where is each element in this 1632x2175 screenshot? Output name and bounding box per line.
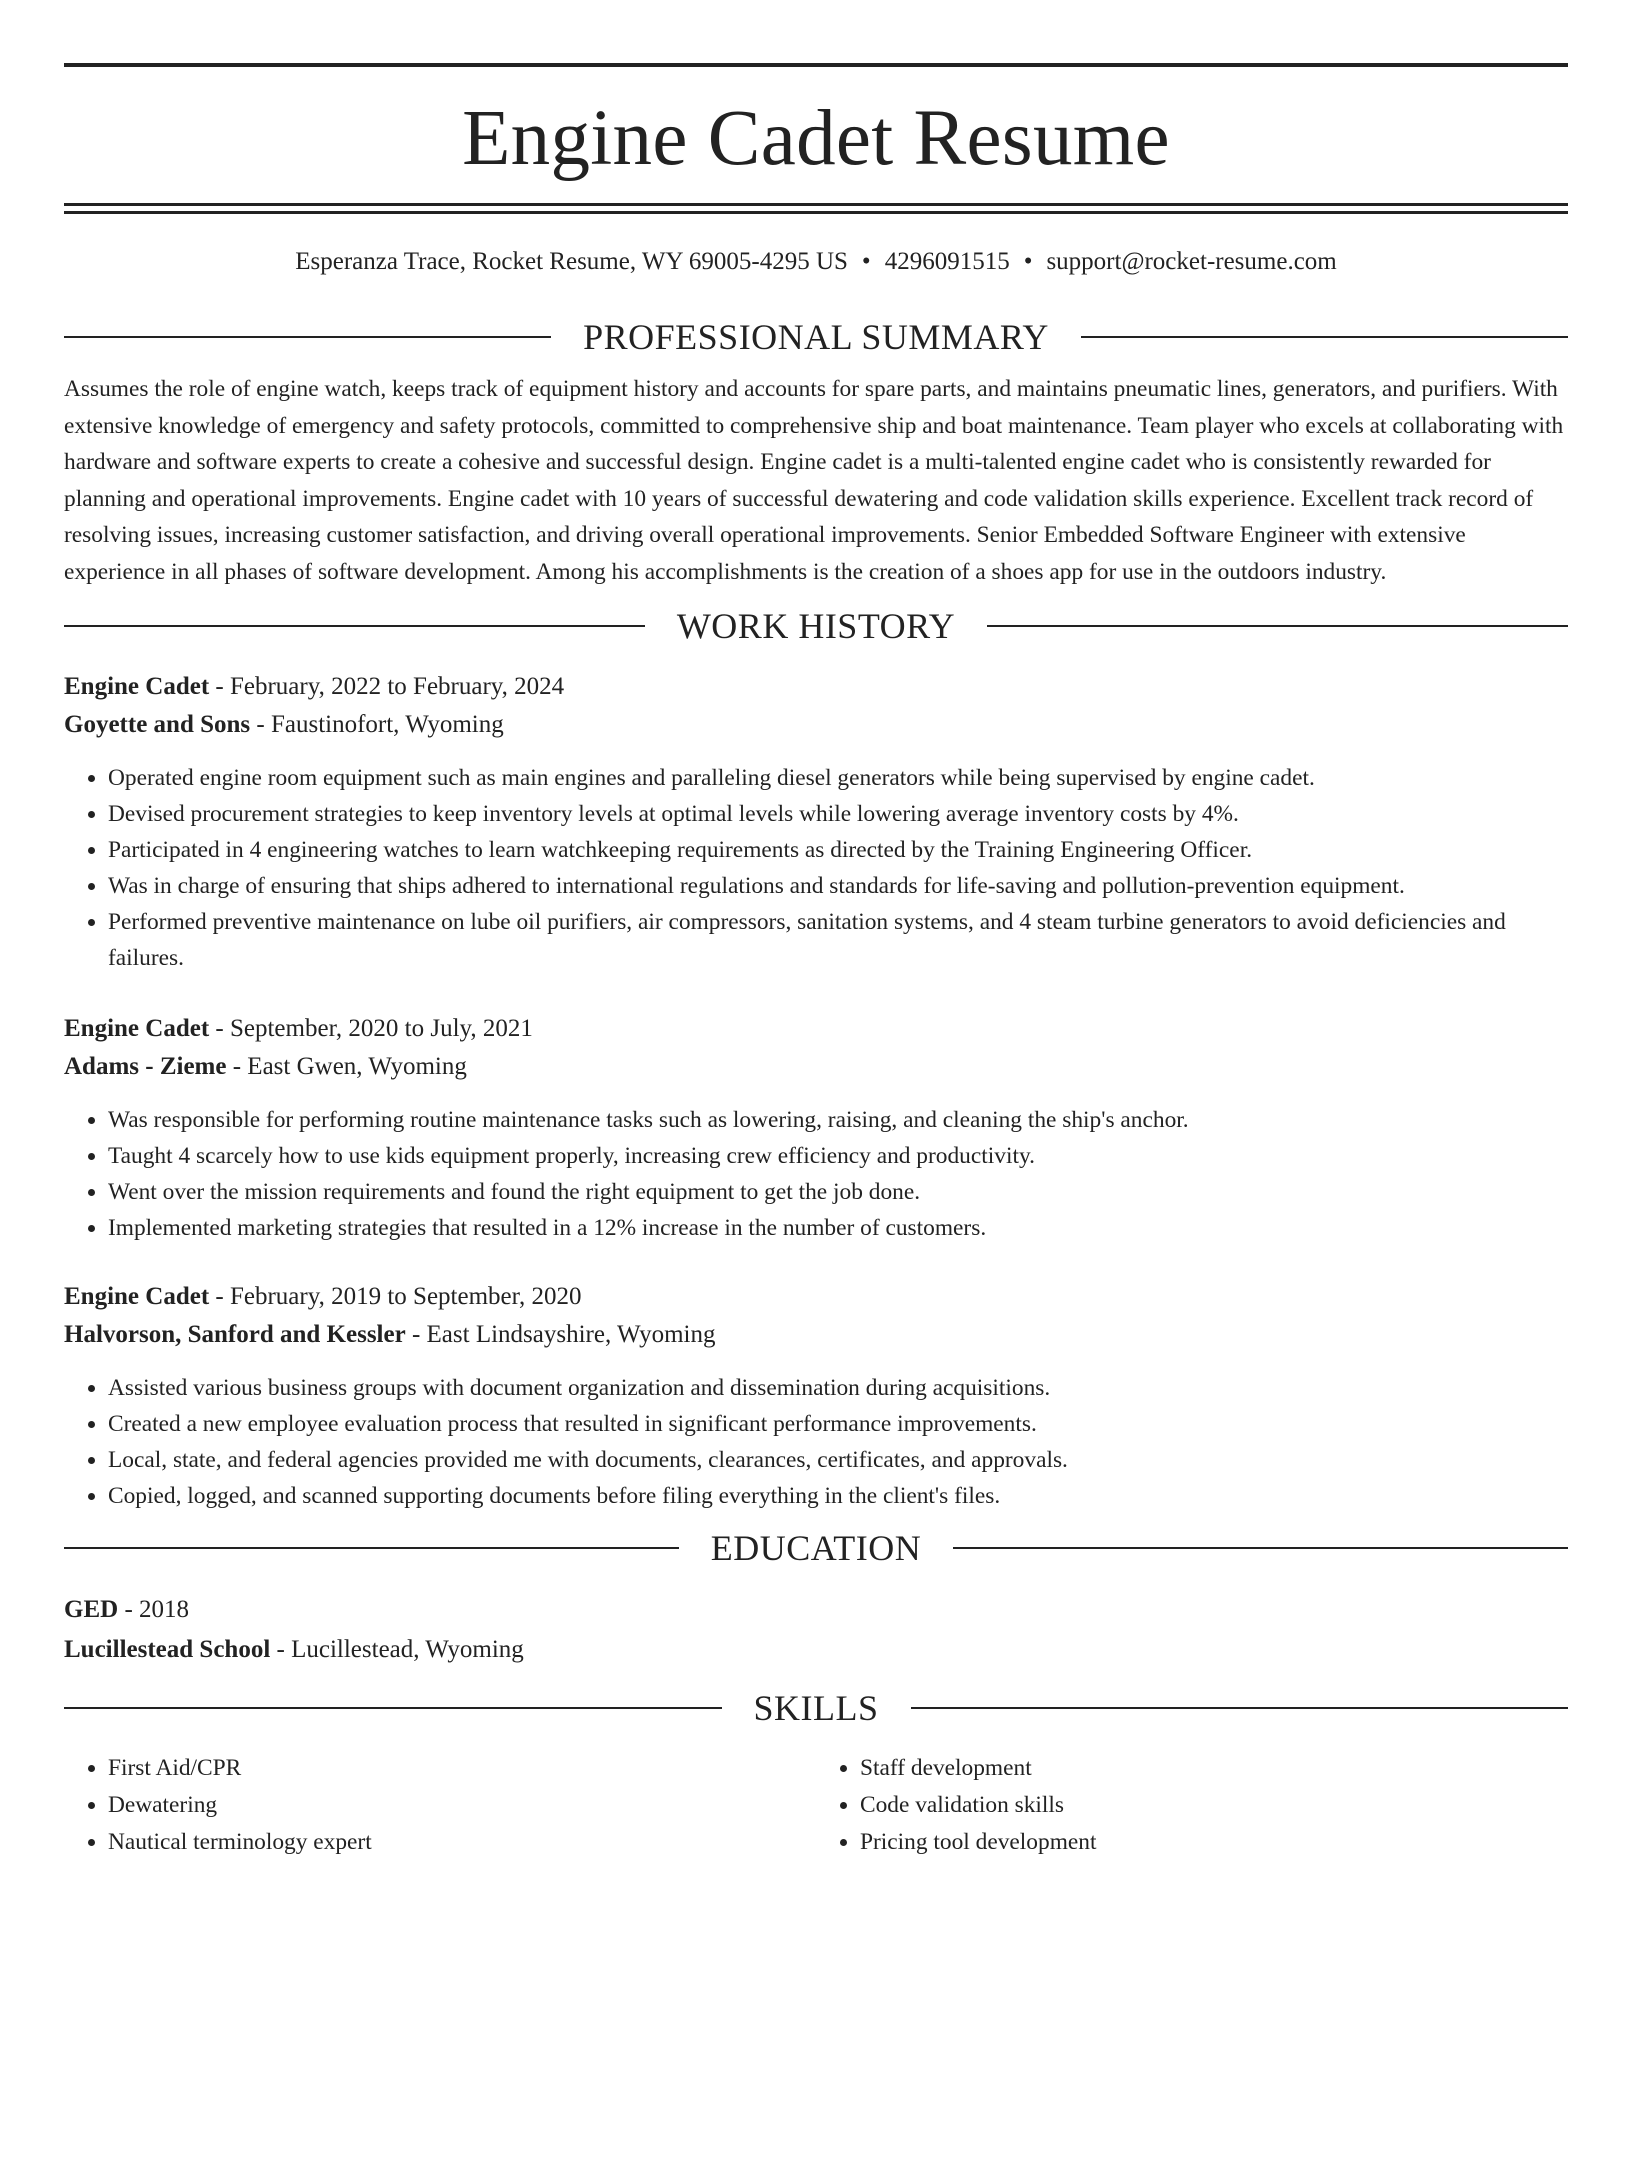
job-bullets [64, 1370, 1568, 1514]
heading-rule [64, 625, 645, 627]
list-item: • Performed preventive maintenance on lube oil purifiers, air compressors, sanitation systems, and 4 steam turbine generators to avoid deficiencies and failures. [108, 904, 1568, 976]
job-location: - East Gwen, Wyoming [226, 1053, 467, 1080]
list-item: • Assisted various business groups with document organization and dissemination during acquisitions. [108, 1370, 1568, 1406]
heading-rule [911, 1707, 1569, 1709]
section-heading-summary [64, 317, 1568, 357]
contact-separator: • [1023, 248, 1033, 275]
job-company: Halvorson, Sanford and Kessler [64, 1321, 406, 1348]
job-title-line [64, 668, 1568, 706]
skills-grid [64, 1750, 1568, 1861]
title-double-rule [64, 203, 1568, 214]
job-title-line [64, 1278, 1568, 1316]
contact-address: Esperanza Trace, Rocket Resume, WY 69005-4295 US [295, 248, 848, 275]
job-company-line [64, 706, 1568, 744]
job-location: - Faustinofort, Wyoming [250, 711, 504, 738]
heading-rule [987, 625, 1568, 627]
list-item: • Was responsible for performing routine maintenance tasks such as lowering, raising, and cleaning the ship's anchor. [108, 1102, 1568, 1138]
section-title: WORK HISTORY [676, 606, 956, 646]
section-heading-work [64, 606, 1568, 646]
job-company: Goyette and Sons [64, 711, 251, 738]
education-degree-line [64, 1590, 1568, 1630]
education-school: Lucillestead School [64, 1636, 271, 1663]
skill-item: • Pricing tool development [860, 1824, 1568, 1861]
education-location: - Lucillestead, Wyoming [270, 1636, 524, 1663]
list-item: • Participated in 4 engineering watches to learn watchkeeping requirements as directed by the Training Engineering Officer. [108, 832, 1568, 868]
job-entry [64, 668, 1568, 976]
skill-item: • Code validation skills [860, 1787, 1568, 1824]
job-company-line [64, 1316, 1568, 1354]
job-bullets [64, 760, 1568, 976]
job-dates: - February, 2019 to September, 2020 [209, 1283, 582, 1310]
list-item: • Devised procurement strategies to keep inventory levels at optimal levels while lowering average inventory costs by 4%. [108, 796, 1568, 832]
section-title: PROFESSIONAL SUMMARY [583, 317, 1049, 357]
skills-column-right [816, 1750, 1568, 1861]
list-item: • Was in charge of ensuring that ships adhered to international regulations and standards for life-saving and pollution-prevention equipment. [108, 868, 1568, 904]
resume-page [0, 63, 1632, 2175]
heading-rule [1081, 336, 1568, 338]
list-item: • Taught 4 scarcely how to use kids equipment properly, increasing crew efficiency and productivity. [108, 1138, 1568, 1174]
job-title-line [64, 1010, 1568, 1048]
job-title: Engine Cadet [64, 673, 210, 700]
job-title: Engine Cadet [64, 1283, 210, 1310]
list-item: • Operated engine room equipment such as main engines and paralleling diesel generators while being supervised by engine cadet. [108, 760, 1568, 796]
skill-item: • First Aid/CPR [108, 1750, 816, 1787]
list-item: • Copied, logged, and scanned supporting documents before filing everything in the client's files. [108, 1478, 1568, 1514]
job-company: Adams - Zieme [64, 1053, 227, 1080]
job-dates: - February, 2022 to February, 2024 [209, 673, 565, 700]
section-title: SKILLS [753, 1688, 879, 1728]
list-item: • Local, state, and federal agencies provided me with documents, clearances, certificates, and approvals. [108, 1442, 1568, 1478]
contact-email: support@rocket-resume.com [1046, 248, 1337, 275]
heading-rule [64, 1547, 679, 1549]
job-entry [64, 1010, 1568, 1246]
job-location: - East Lindsayshire, Wyoming [405, 1321, 716, 1348]
job-title: Engine Cadet [64, 1015, 210, 1042]
section-heading-education [64, 1528, 1568, 1568]
job-dates: - September, 2020 to July, 2021 [209, 1015, 533, 1042]
skill-item: • Dewatering [108, 1787, 816, 1824]
section-title: EDUCATION [710, 1528, 922, 1568]
page-title: Engine Cadet Resume [462, 95, 1170, 182]
job-company-line [64, 1048, 1568, 1086]
education-year: - 2018 [118, 1596, 190, 1623]
job-entry [64, 1278, 1568, 1514]
section-heading-skills [64, 1688, 1568, 1728]
skill-item: • Staff development [860, 1750, 1568, 1787]
list-item: • Implemented marketing strategies that resulted in a 12% increase in the number of customers. [108, 1210, 1568, 1246]
list-item: • Went over the mission requirements and found the right equipment to get the job done. [108, 1174, 1568, 1210]
education-degree: GED [64, 1596, 119, 1623]
heading-rule [64, 1707, 722, 1709]
skill-item: • Nautical terminology expert [108, 1824, 816, 1861]
contact-phone: 4296091515 [884, 248, 1010, 275]
summary-text: Assumes the role of engine watch, keeps track of equipment history and accounts for spare parts, and maintains pneumatic lines, generators, and purifiers. With extensive knowledge of emergency and safety protocols, committed to comprehensive ship and boat maintenance. Team player who excels at collaborating with hardware and software experts to create a cohesive and successful design. Engine cadet is a multi-talented engine cadet who is consistently rewarded for planning and operational improvements. Engine cadet with 10 years of successful dewatering and code validation skills experience. Excellent track record of resolving issues, increasing customer satisfaction, and driving overall operational improvements. Senior Embedded Software Engineer with extensive experience in all phases of software development. Among his accomplishments is the creation of a shoes app for use in the outdoors industry. [64, 376, 1564, 585]
contact-line [64, 249, 1568, 279]
education-entry [64, 1590, 1568, 1670]
heading-rule [953, 1547, 1568, 1549]
skills-column-left [64, 1750, 816, 1861]
education-school-line [64, 1630, 1568, 1670]
top-rule [64, 63, 1568, 67]
contact-separator: • [861, 248, 871, 275]
list-item: • Created a new employee evaluation process that resulted in significant performance improvements. [108, 1406, 1568, 1442]
heading-rule [64, 336, 551, 338]
job-bullets [64, 1102, 1568, 1246]
